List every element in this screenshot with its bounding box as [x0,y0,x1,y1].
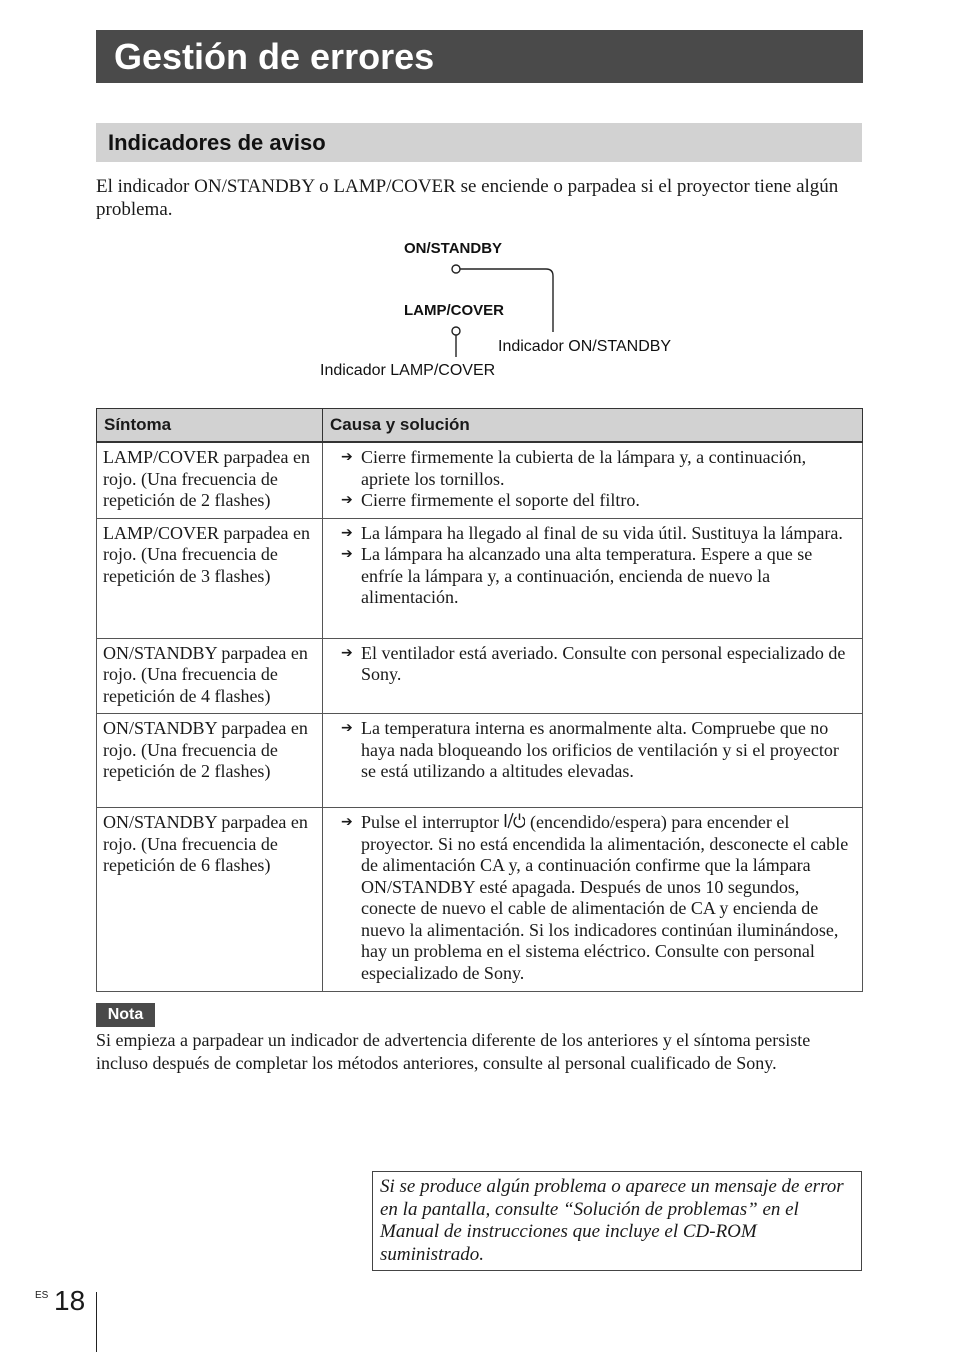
reference-box: Si se produce algún problema o aparece un mensaje de error en la pantalla, consulte “Solución de problemas” en el Manual de instrucciones que incluye el CD-ROM suministrado. [372,1171,862,1271]
arrow-right-icon: ➔ [341,644,353,661]
solution-item: ➔ El ventilador está averiado. Consulte con personal especializado de Sony. [341,642,846,684]
intro-paragraph: El indicador ON/STANDBY o LAMP/COVER se enciende o parpadea si el proyector tiene algún problema. [96,176,839,220]
power-switch-icon [503,812,525,830]
solution-item: ➔ Cierre firmemente el soporte del filtro. [341,490,640,510]
table-row [97,518,863,638]
solution-item: ➔ Cierre firmemente la cubierta de la lámpara y, a continuación, apriete los tornillos. [341,447,807,489]
on-standby-led-icon [452,265,553,332]
error-table [96,408,863,992]
on-standby-label: ON/STANDBY [404,240,503,257]
arrow-right-icon: ➔ [341,449,353,465]
lamp-cover-led-icon [452,327,460,357]
symptom-cell: LAMP/COVER parpadea en rojo. (Una frecuencia de repetición de 2 flashes) [97,442,323,518]
lamp-cover-label: LAMP/COVER [404,302,505,319]
symptom-cell: ON/STANDBY parpadea en rojo. (Una frecuencia de repetición de 2 flashes) [97,714,323,808]
solution-cell [323,638,863,714]
table-row [97,808,863,992]
table-header-row [97,409,863,443]
arrow-right-icon: ➔ [341,720,353,736]
table-row [97,638,863,714]
arrow-right-icon: ➔ [341,524,353,541]
table-row [97,714,863,808]
header-symptom: Síntoma [97,409,323,443]
solution-cell [323,808,863,992]
page-number: 18 [54,1285,86,1316]
page-title: Gestión de errores [96,30,863,83]
page-language: ES [35,1290,49,1301]
arrow-right-icon: ➔ [341,814,353,830]
table-row [97,442,863,518]
header-cause-solution: Causa y solución [323,409,863,443]
solution-cell [323,518,863,638]
solution-cell [323,442,863,518]
note-label: Nota [96,1003,155,1027]
solution-item: ➔ La lámpara ha llegado al final de su vida útil. Sustituya la lámpara. [341,522,843,543]
on-standby-indicator-label: Indicador ON/STANDBY [498,338,672,355]
arrow-right-icon: ➔ [341,546,353,562]
section-title: Indicadores de aviso [96,123,862,162]
solution-item: ➔ Pulse el interruptor (encendido/espera) para encender el proyector. Si no está encendida la alimentación, desconecte el cable de alimentación CA y, a continuación confirme que la lámpara ON/STANDBY esté apagada. Después de unos 10 segundos, conecte de nuevo el cable de alimentación de CA y encienda de nuevo la alimentación. Si los indicadores continúan iluminándose, hay un problema en el sistema eléctrico. Consulte con personal especializado de Sony. [341,812,849,983]
symptom-cell: LAMP/COVER parpadea en rojo. (Una frecuencia de repetición de 3 flashes) [97,518,323,638]
symptom-cell: ON/STANDBY parpadea en rojo. (Una frecuencia de repetición de 6 flashes) [97,808,323,992]
arrow-right-icon: ➔ [341,492,353,508]
note-text: Si empieza a parpadear un indicador de advertencia diferente de los anteriores y el síntoma persiste incluso después de completar los métodos anteriores, consulte al personal cualificado de Sony. [96,1030,811,1073]
solution-item: ➔ La temperatura interna es anormalmente alta. Compruebe que no haya nada bloqueando los orificios de ventilación y si el proyector se está utilizando a altitudes elevadas. [341,718,839,781]
page-divider [96,1292,97,1352]
solution-cell [323,714,863,808]
symptom-cell: ON/STANDBY parpadea en rojo. (Una frecuencia de repetición de 4 flashes) [97,638,323,714]
lamp-cover-indicator-label: Indicador LAMP/COVER [320,362,496,379]
solution-item: ➔ La lámpara ha alcanzado una alta temperatura. Espere a que se enfríe la lámpara y, a continuación, encienda de nuevo la alimentación. [341,544,813,607]
